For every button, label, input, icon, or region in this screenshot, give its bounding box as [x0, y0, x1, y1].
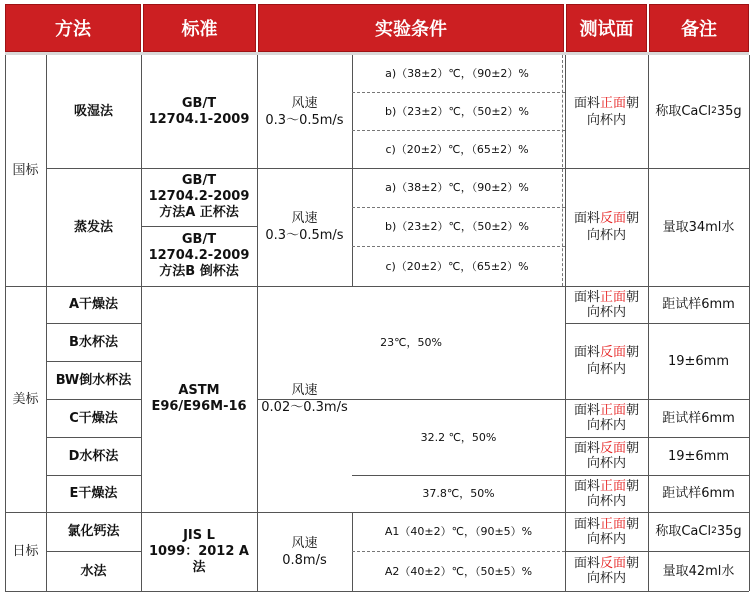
remark-us-e: [648, 475, 749, 512]
condition-text: 37.8℃，50%: [422, 487, 495, 500]
remark-gb-evap: [648, 168, 749, 286]
side-line-2: 向杯内: [586, 493, 626, 509]
method-text: B水杯法: [69, 334, 118, 350]
wind-value: 0.02～0.3m/s: [261, 400, 348, 415]
side-highlight: 反面: [599, 345, 626, 360]
side-highlight: 正面: [599, 95, 626, 111]
standard-gb-evap-b: [141, 226, 257, 286]
method-us-c: [46, 399, 141, 437]
condition-row: [352, 92, 562, 130]
side-line-2: 向杯内: [586, 571, 626, 586]
test-side-us-a: [565, 286, 648, 323]
condition-text: A2（40±2）℃，（50±5）%: [384, 564, 533, 578]
remark-post: 35g: [716, 524, 742, 539]
group-label-jp: [5, 512, 46, 591]
condition-text: c)（20±2）℃，（65±2）%: [385, 259, 529, 273]
method-text: 水法: [80, 563, 107, 579]
side-post: 朝: [626, 441, 640, 456]
header-remarks-label: 备注: [681, 19, 717, 40]
standard-line: GB/T: [181, 232, 217, 247]
side-post: 朝: [626, 289, 640, 305]
method-us-b: [46, 323, 141, 361]
standard-line: 1099：2012 A: [149, 543, 249, 559]
standard-gb-absorb: [141, 55, 257, 168]
remark-jp-calcium: [648, 512, 749, 551]
side-post: 朝: [626, 478, 640, 494]
side-pre: 面料: [573, 345, 600, 360]
remark-gb-absorb: [648, 55, 749, 168]
test-side-us-c: [565, 399, 648, 437]
standard-line: E96/E96M-16: [151, 399, 247, 414]
header-test-side-label: 测试面: [579, 19, 634, 40]
remark-text: 距试样6mm: [662, 486, 735, 501]
method-jp-calcium: [46, 512, 141, 551]
test-side-us-b: [565, 323, 648, 399]
standard-line: 12704.2-2009: [148, 248, 250, 263]
wind-label: 风速: [291, 211, 318, 226]
wind-label: 风速: [291, 535, 318, 551]
group-label-us: [5, 286, 46, 512]
side-highlight: 正面: [599, 289, 626, 305]
wind-label: 风速: [291, 383, 318, 398]
condition-text: b)（23±2）℃，（50±2）%: [384, 220, 529, 233]
header-standard: [143, 4, 256, 52]
method-text: D水杯法: [68, 448, 119, 464]
condition-us-cd: [352, 399, 565, 475]
condition-row: [352, 207, 562, 246]
side-highlight: 反面: [599, 556, 626, 571]
condition-text: b)（23±2）℃，（50±2）%: [384, 104, 529, 118]
header-method-label: 方法: [55, 19, 91, 40]
side-line-1: [574, 556, 639, 571]
wind-gb-evap: [257, 168, 352, 286]
condition-row: [352, 246, 562, 286]
remark-text: 距试样6mm: [662, 410, 735, 426]
method-text: A干燥法: [68, 297, 119, 312]
remark-pre: 称取CaCl: [655, 524, 712, 539]
remark-us-c: [648, 399, 749, 437]
header-conditions-label: 实验条件: [375, 19, 447, 40]
condition-text: c)（20±2）℃，（65±2）%: [385, 142, 529, 156]
header-conditions: [258, 4, 564, 52]
side-post: 朝: [626, 95, 640, 111]
method-us-bw: [46, 361, 141, 399]
condition-row: [352, 512, 565, 551]
header-remarks: [649, 4, 749, 52]
test-side-gb-absorb: [565, 55, 648, 168]
standard-line: 方法A 正杯法: [159, 205, 239, 220]
wind-value: 0.3～0.5m/s: [265, 228, 344, 243]
remark-pre: 称取CaCl: [655, 104, 712, 119]
remark-us-d: [648, 437, 749, 475]
wind-gb-absorb: [257, 55, 352, 168]
test-side-jp-calcium: [565, 512, 648, 551]
side-post: 朝: [626, 516, 640, 532]
side-pre: 面料: [573, 556, 600, 571]
wind-value: 0.3～0.5m/s: [265, 112, 344, 128]
condition-us-ab: [257, 286, 565, 399]
side-post: 朝: [626, 345, 640, 360]
condition-row: [352, 55, 562, 92]
method-us-a: [46, 286, 141, 323]
side-line-1: [574, 290, 639, 305]
remark-text: 19±6mm: [667, 448, 730, 464]
side-pre: 面料: [573, 211, 600, 226]
side-post: 朝: [626, 403, 640, 418]
condition-row: [352, 168, 562, 207]
standard-gb-evap-a: [141, 168, 257, 226]
condition-row: [352, 551, 565, 591]
standard-line: 12704.1-2009: [148, 111, 250, 127]
test-side-us-d: [565, 437, 648, 475]
remark-text: 距试样6mm: [662, 297, 735, 312]
method-us-e: [46, 475, 141, 512]
side-line-1: [574, 210, 639, 227]
standard-line: ASTM: [178, 383, 220, 398]
side-post: 朝: [626, 556, 640, 571]
condition-text: a)（38±2）℃，（90±2）%: [385, 181, 529, 194]
side-pre: 面料: [573, 403, 600, 418]
method-absorb-text: 吸湿法: [73, 104, 113, 119]
condition-us-e: [352, 475, 565, 512]
header-method: [5, 4, 141, 52]
method-absorb: [46, 55, 141, 168]
side-pre: 面料: [573, 441, 600, 456]
side-highlight: 反面: [599, 441, 626, 456]
standard-line: GB/T: [181, 95, 217, 111]
standard-jp: [141, 512, 257, 591]
group-label-gb: [5, 55, 46, 286]
method-evaporation: [46, 168, 141, 286]
remark-us-a: [648, 286, 749, 323]
test-side-us-e: [565, 475, 648, 512]
method-evap-text: 蒸发法: [73, 219, 113, 235]
side-line-2: 向杯内: [586, 418, 626, 433]
test-side-jp-water: [565, 551, 648, 591]
side-pre: 面料: [573, 289, 600, 305]
side-line-2: 向杯内: [586, 304, 626, 320]
group-us-text: 美标: [12, 391, 39, 407]
remark-post: 35g: [716, 104, 742, 119]
side-highlight: 反面: [599, 211, 626, 226]
method-text: 氯化钙法: [67, 524, 120, 539]
wind-jp: [257, 512, 352, 591]
header-standard-label: 标准: [181, 19, 218, 40]
side-pre: 面料: [573, 516, 600, 532]
side-post: 朝: [626, 211, 640, 226]
side-line-1: [574, 479, 639, 494]
wind-label: 风速: [291, 95, 318, 111]
side-highlight: 正面: [599, 516, 626, 532]
side-line-2: 向杯内: [586, 456, 626, 471]
test-side-gb-evap: [565, 168, 648, 286]
side-pre: 面料: [573, 95, 600, 111]
side-line-1: [574, 344, 639, 361]
remark-text: 量取34ml水: [662, 219, 735, 235]
wind-value: 0.8m/s: [282, 552, 327, 568]
condition-text: 23℃，50%: [380, 336, 442, 349]
standard-line: 方法B 倒杯法: [159, 264, 239, 279]
group-gb-text: 国标: [12, 163, 39, 178]
remark-us-b: [648, 323, 749, 399]
side-line-2: 向杯内: [586, 112, 626, 128]
method-text: E干燥法: [69, 486, 118, 501]
side-line-1: [574, 441, 639, 456]
header-test-side: [566, 4, 647, 52]
method-text: BW倒水杯法: [55, 372, 132, 388]
condition-row: [352, 130, 562, 168]
standard-line: 12704.2-2009: [148, 189, 250, 204]
condition-text: a)（38±2）℃，（90±2）%: [385, 67, 529, 80]
standard-line: GB/T: [181, 173, 217, 188]
side-pre: 面料: [573, 478, 600, 494]
side-line-1: [574, 403, 639, 418]
remark-sub: 2: [711, 106, 717, 116]
group-jp-text: 日标: [12, 544, 39, 559]
remark-sub: 2: [711, 526, 717, 536]
side-line-2: 向杯内: [586, 228, 626, 243]
method-jp-water: [46, 551, 141, 591]
method-text: C干燥法: [69, 410, 118, 426]
remark-text: 19±6mm: [667, 353, 730, 369]
side-line-1: [574, 95, 639, 112]
side-highlight: 正面: [599, 478, 626, 494]
standard-line: JIS L: [183, 527, 215, 543]
remark-text: 量取42ml水: [662, 563, 735, 579]
method-us-d: [46, 437, 141, 475]
standard-us: [141, 286, 257, 512]
side-line-2: 向杯内: [586, 531, 626, 547]
condition-text: 32.2 ℃，50%: [420, 430, 497, 444]
remark-jp-water: [648, 551, 749, 591]
side-highlight: 正面: [599, 403, 626, 418]
side-line-2: 向杯内: [586, 362, 626, 377]
condition-text: A1（40±2）℃，（90±5）%: [384, 525, 533, 538]
side-line-1: [574, 517, 639, 532]
standard-line: 法: [192, 559, 206, 575]
